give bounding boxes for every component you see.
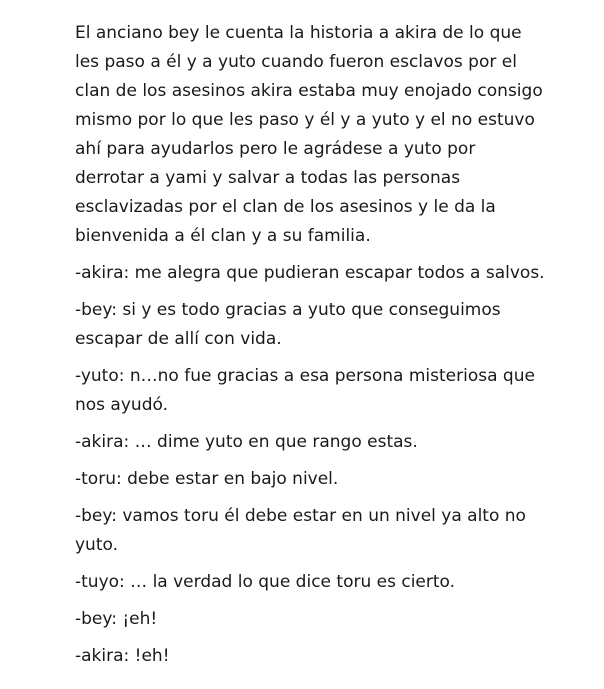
dialogue-line: -toru: debe estar en bajo nivel. xyxy=(75,469,339,489)
dialogue-line: -yuto: n…no fue gracias a esa persona misteriosa que nos ayudó. xyxy=(75,366,535,415)
story-text xyxy=(75,19,545,679)
dialogue-line: -akira: !eh! xyxy=(75,646,170,666)
dialogue-line: -akira: me alegra que pudieran escapar todos a salvos. xyxy=(75,263,545,283)
dialogue-line: -akira: … dime yuto en que rango estas. xyxy=(75,432,418,452)
narrative-paragraph: El anciano bey le cuenta la historia a akira de lo que les paso a él y a yuto cuando fueron esclavos por el clan de los asesinos akira estaba muy enojado consigo mismo por lo que les paso y él y a yuto y el no estuvo ahí para ayudarlos pero le agrádese a yuto por derrotar a yami y salvar a todas las personas esclavizadas por el clan de los asesinos y le da la bienvenida a él clan y a su familia. xyxy=(75,23,543,246)
dialogue-line: -bey: ¡eh! xyxy=(75,609,158,629)
dialogue-line: -bey: vamos toru él debe estar en un nivel ya alto no yuto. xyxy=(75,506,526,555)
dialogue-line: -tuyo: … la verdad lo que dice toru es cierto. xyxy=(75,572,456,592)
dialogue-line: -bey: si y es todo gracias a yuto que conseguimos escapar de allí con vida. xyxy=(75,300,501,349)
